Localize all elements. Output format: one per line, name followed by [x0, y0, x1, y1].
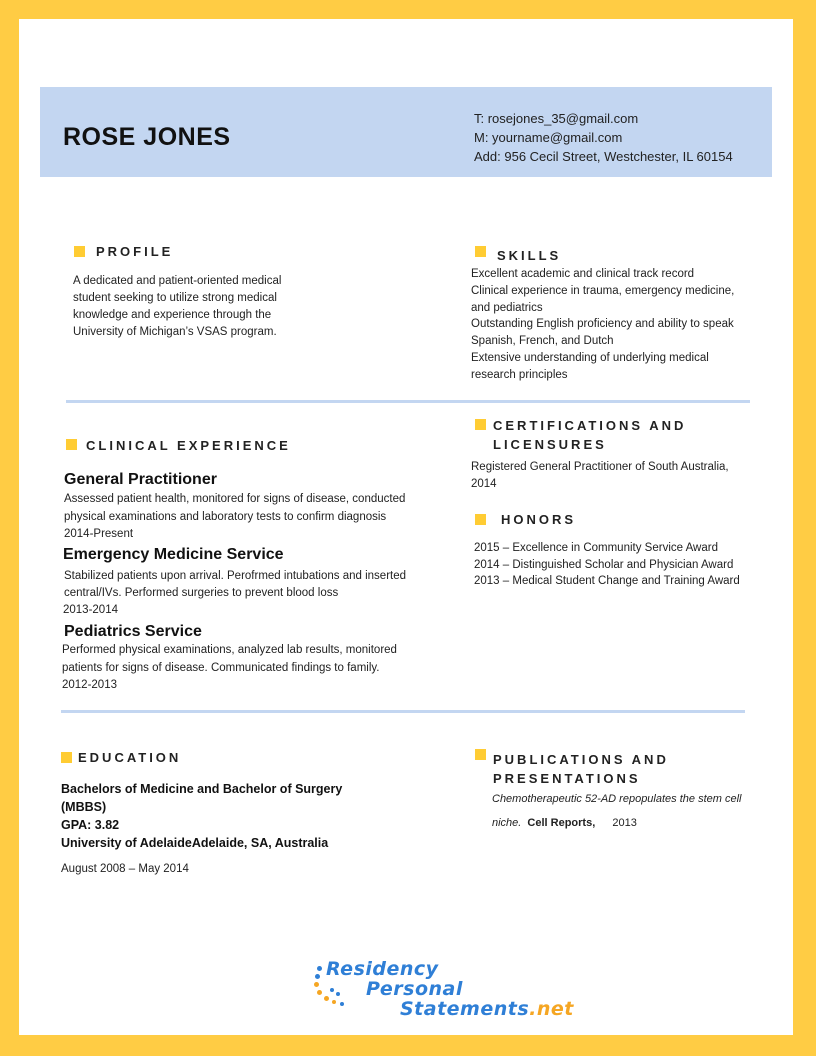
publication-entry — [492, 791, 772, 832]
job-dates: 2014-Present — [64, 528, 134, 540]
logo-word-statements — [400, 998, 574, 1020]
education-dates: August 2008 – May 2014 — [61, 863, 189, 875]
certifications-heading-line: LICENSURES — [493, 437, 607, 452]
job-line: Assessed patient health, monitored for signs of disease, conducted — [64, 493, 406, 505]
education-details — [61, 780, 401, 852]
certifications-line: 2014 — [471, 478, 497, 490]
job-title: General Practitioner — [64, 471, 217, 488]
education-gpa: GPA: 3.82 — [61, 818, 120, 832]
publications-bullet-icon — [475, 749, 486, 760]
honors-heading: HONORS — [501, 512, 577, 527]
publication-year: 2013 — [612, 817, 637, 829]
skills-line: Clinical experience in trauma, emergency medicine, — [471, 284, 735, 297]
logo-dot-icon — [314, 982, 319, 987]
publication-journal: Cell Reports, — [527, 817, 596, 829]
job-title: Emergency Medicine Service — [63, 546, 284, 563]
skills-line: and pediatrics — [471, 301, 543, 314]
education-school: University of AdelaideAdelaide, SA, Australia — [61, 836, 329, 850]
publication-title: Chemotherapeutic 52-AD repopulates the stem cell — [492, 793, 742, 805]
job-line: Stabilized patients upon arrival. Perofrmed intubations and inserted — [64, 570, 407, 582]
profile-text — [73, 273, 373, 341]
logo-dot-icon — [340, 1002, 344, 1006]
profile-line: knowledge and experience through the — [73, 309, 272, 321]
logo-dot-icon — [315, 974, 320, 979]
logo-dot-icon — [330, 988, 334, 992]
honors-line: 2015 – Excellence in Community Service Award — [474, 542, 718, 554]
honors-line: 2013 – Medical Student Change and Training Award — [474, 575, 740, 587]
profile-bullet-icon — [74, 246, 85, 257]
certifications-heading — [493, 416, 686, 454]
education-heading: EDUCATION — [78, 750, 182, 765]
certifications-text — [471, 459, 771, 493]
job-line: Performed physical examinations, analyzed lab results, monitored — [62, 644, 397, 656]
job-dates: 2012-2013 — [62, 679, 117, 691]
brand-logo — [296, 944, 586, 1024]
profile-line: student seeking to utilize strong medical — [73, 292, 277, 304]
publications-heading-line: PUBLICATIONS AND — [493, 752, 669, 767]
logo-word-residency: Residency — [326, 958, 439, 980]
profile-heading: PROFILE — [96, 244, 174, 259]
honors-text — [474, 540, 774, 590]
profile-line: A dedicated and patient-oriented medical — [73, 275, 282, 287]
logo-word-personal: Personal — [366, 978, 463, 1000]
job-line: patients for signs of disease. Communicated findings to family. — [62, 661, 380, 674]
contact-address: Add: 956 Cecil Street, Westchester, IL 60154 — [474, 149, 733, 164]
profile-line: University of Michigan’s VSAS program. — [73, 326, 277, 338]
skills-line: research principles — [471, 368, 568, 381]
logo-dot-icon — [332, 1000, 336, 1004]
education-bullet-icon — [61, 752, 72, 763]
clinical-heading: CLINICAL EXPERIENCE — [86, 438, 291, 453]
honors-line: 2014 – Distinguished Scholar and Physician Award — [474, 558, 734, 571]
publications-heading-line: PRESENTATIONS — [493, 771, 641, 786]
publication-citation — [492, 815, 772, 832]
job-description — [64, 491, 434, 544]
candidate-name: ROSE JONES — [63, 123, 231, 151]
contact-email: M: yourname@gmail.com — [474, 130, 623, 145]
job-description — [63, 568, 433, 619]
certifications-heading-line: CERTIFICATIONS AND — [493, 418, 687, 433]
skills-line: Spanish, French, and Dutch — [471, 335, 614, 348]
honors-bullet-icon — [475, 514, 486, 525]
skills-bullet-icon — [475, 246, 486, 257]
contact-block — [474, 109, 733, 166]
education-degree: Bachelors of Medicine and Bachelor of Surgery — [61, 782, 343, 796]
logo-dot-icon — [336, 992, 340, 996]
education-degree-abbr: (MBBS) — [61, 800, 107, 814]
logo-dot-icon — [317, 966, 322, 971]
section-divider — [66, 400, 750, 403]
logo-word-statements-text: Statements — [400, 998, 530, 1020]
skills-line: Extensive understanding of underlying medical — [471, 351, 709, 364]
skills-line: Excellent academic and clinical track record — [471, 268, 695, 280]
header-band — [40, 87, 772, 177]
clinical-bullet-icon — [66, 439, 77, 450]
certifications-line: Registered General Practitioner of South Australia, — [471, 461, 729, 473]
skills-text — [471, 266, 771, 384]
logo-dot-icon — [317, 990, 322, 995]
logo-dot-icon — [324, 996, 329, 1001]
section-divider — [61, 710, 745, 713]
certifications-bullet-icon — [475, 419, 486, 430]
publication-title-end: niche. — [492, 817, 522, 829]
skills-heading: SKILLS — [497, 248, 562, 263]
publications-heading — [493, 750, 669, 788]
job-line: central/IVs. Performed surgeries to prevent blood loss — [64, 587, 339, 599]
job-line: physical examinations and laboratory tests to confirm diagnosis — [64, 510, 387, 523]
job-title: Pediatrics Service — [64, 623, 202, 640]
contact-phone: T: rosejones_35@gmail.com — [474, 111, 639, 126]
job-dates: 2013-2014 — [63, 604, 118, 616]
logo-suffix: .net — [529, 998, 574, 1020]
job-description — [62, 642, 432, 695]
skills-line: Outstanding English proficiency and ability to speak — [471, 318, 734, 331]
